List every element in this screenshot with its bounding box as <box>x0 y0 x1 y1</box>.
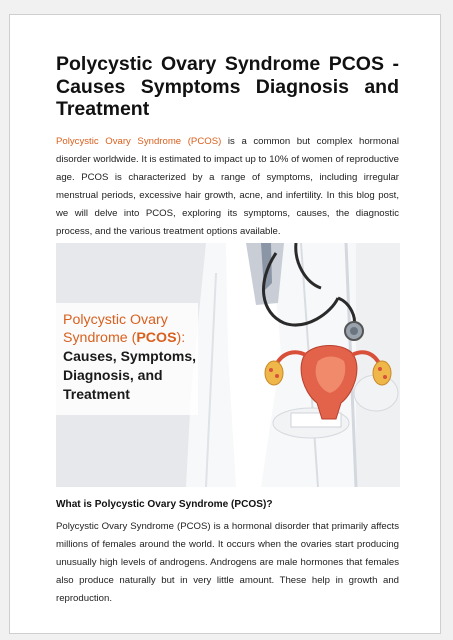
hero-line-3: Causes, Symptoms, <box>63 348 197 364</box>
hero-line-5: Treatment <box>63 386 130 402</box>
section-paragraph: Polycystic Ovary Syndrome (PCOS) is a hormonal disorder that primarily affects millions of females around the world. It occurs when the ovaries start producing unusually high levels of androgens. Androgens are male hormones that females also produce naturally but in very little amount. These help in growth and reproduction. <box>56 521 399 605</box>
document-page <box>9 14 441 634</box>
page-title: Polycystic Ovary Syndrome PCOS - Causes Symptoms Diagnosis and Treatment <box>56 53 399 120</box>
hero-line-4: Diagnosis, and <box>63 367 163 383</box>
hero-line-2-bold: PCOS <box>136 330 177 346</box>
intro-paragraph <box>56 133 399 242</box>
hero-line-1: Polycystic Ovary <box>63 312 168 328</box>
hero-line-2-pre: Syndrome ( <box>63 330 137 346</box>
hero-image <box>56 243 400 487</box>
hero-line-2-post: ): <box>176 330 186 346</box>
hero-line-2 <box>63 329 198 347</box>
section-heading: What is Polycystic Ovary Syndrome (PCOS)? <box>56 499 273 510</box>
intro-text: is a common but complex hormonal disorder worldwide. It is estimated to impact up to 10% of women of reproductive age. PCOS is characterized by a range of symptoms, including irregular menstrual periods, excessive hair growth, acne, and infertility. In this blog post, we will delve into PCOS, exploring its symptoms, causes, the diagnostic process, and the various treatment options available. <box>56 136 399 238</box>
hero-caption <box>56 303 198 415</box>
intro-highlight: Polycystic Ovary Syndrome (PCOS) <box>56 136 222 147</box>
